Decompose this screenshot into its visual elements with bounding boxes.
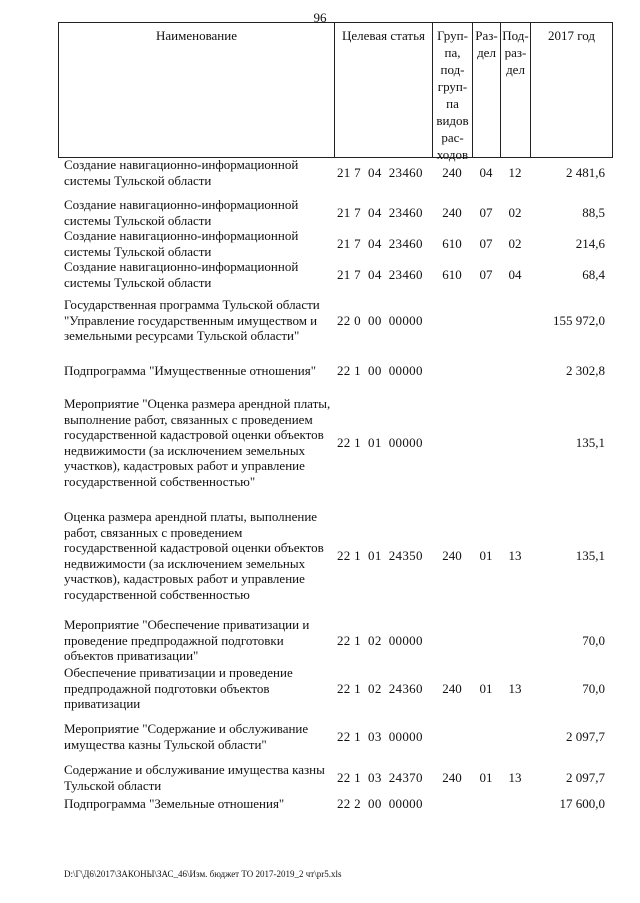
header-target-text: Целевая статья xyxy=(341,28,425,43)
header-year-text: 2017 год xyxy=(548,28,595,43)
row-razdel: 07 xyxy=(479,266,493,282)
header-name-text: Наименование xyxy=(156,28,237,43)
table-row xyxy=(0,762,640,793)
header-razdel-text: Раз- дел xyxy=(475,28,498,60)
row-podrazdel: 13 xyxy=(508,548,522,563)
row-group: 240 xyxy=(442,548,462,563)
row-name: Обеспечение приватизации и проведение предпродажной подготовки объектов приватизации xyxy=(64,665,293,711)
row-amount: 17 600,0 xyxy=(559,796,605,811)
row-target-code: 22 1 01 00000 xyxy=(337,435,423,450)
row-target-code: 22 1 01 24350 xyxy=(337,548,423,563)
header-podrazdel xyxy=(500,23,530,157)
row-group: 240 xyxy=(442,769,462,785)
row-amount: 2 097,7 xyxy=(566,728,605,744)
table-row xyxy=(0,259,640,290)
row-name: Подпрограмма "Земельные отношения" xyxy=(64,796,285,811)
header-podrazdel-text: Под- раз- дел xyxy=(502,28,529,77)
row-amount: 135,1 xyxy=(575,548,605,563)
page-number: 96 xyxy=(313,10,327,25)
row-amount: 68,4 xyxy=(582,266,605,282)
row-razdel: 01 xyxy=(479,680,493,696)
table-row xyxy=(0,228,640,259)
table-row xyxy=(0,509,640,603)
row-target-code: 22 1 03 24370 xyxy=(337,769,423,785)
row-group: 610 xyxy=(442,235,462,251)
row-razdel: 07 xyxy=(479,235,493,251)
table-row xyxy=(0,617,640,664)
row-name: Подпрограмма "Имущественные отношения" xyxy=(64,363,316,378)
row-podrazdel: 13 xyxy=(508,769,522,785)
row-name: Содержание и обслуживание имущества казны Тульской области xyxy=(64,762,325,793)
file-path-footer: D:\Г\Д6\2017\ЗАКОНЫ\ЗАС_46\Изм. бюджет ТО 2017-2019_2 чт\pr5.xls xyxy=(64,869,342,879)
table-row xyxy=(0,721,640,752)
row-group: 240 xyxy=(442,164,462,180)
row-name: Мероприятие "Оценка размера арендной платы, выполнение работ, связанных с проведением государственной кадастровой оценки объектов недвижимости (за исключением земельных участков), кадастровых работ и управление государственной собственностью" xyxy=(64,396,331,489)
header-group xyxy=(432,23,472,162)
row-razdel: 04 xyxy=(479,164,493,180)
table-row xyxy=(0,796,640,812)
row-podrazdel: 02 xyxy=(508,204,522,220)
header-name xyxy=(58,23,334,157)
row-group: 610 xyxy=(442,266,462,282)
row-target-code: 22 1 00 00000 xyxy=(337,363,423,378)
row-amount: 2 481,6 xyxy=(566,164,605,180)
row-group: 240 xyxy=(442,680,462,696)
row-target-code: 22 0 00 00000 xyxy=(337,312,423,328)
row-name: Создание навигационно-информационной системы Тульской области xyxy=(64,157,299,188)
row-amount: 214,6 xyxy=(575,235,605,251)
row-name: Создание навигационно-информационной системы Тульской области xyxy=(64,197,299,228)
table-header xyxy=(58,22,613,162)
table-row xyxy=(0,665,640,712)
table-row xyxy=(0,157,640,188)
row-razdel: 01 xyxy=(479,548,493,563)
row-name: Мероприятие "Содержание и обслуживание имущества казны Тульской области" xyxy=(64,721,309,752)
header-year xyxy=(530,23,613,157)
row-target-code: 21 7 04 23460 xyxy=(337,235,423,251)
row-razdel: 01 xyxy=(479,769,493,785)
table-row xyxy=(0,396,640,490)
row-amount: 2 097,7 xyxy=(566,769,605,785)
row-podrazdel: 13 xyxy=(508,680,522,696)
row-amount: 70,0 xyxy=(582,680,605,696)
row-target-code: 21 7 04 23460 xyxy=(337,204,423,220)
row-amount: 88,5 xyxy=(582,204,605,220)
row-target-code: 22 2 00 00000 xyxy=(337,796,423,811)
row-target-code: 21 7 04 23460 xyxy=(337,266,423,282)
row-name: Создание навигационно-информационной системы Тульской области xyxy=(64,228,299,259)
row-podrazdel: 02 xyxy=(508,235,522,251)
header-razdel xyxy=(472,23,500,157)
row-name: Оценка размера арендной платы, выполнение работ, связанных с проведением государственной кадастровой оценки объектов недвижимости (за исключением земельных участков), кадастровых работ и управление государственной собственностью xyxy=(64,509,324,602)
row-target-code: 21 7 04 23460 xyxy=(337,164,423,180)
table-row xyxy=(0,297,640,344)
row-target-code: 22 1 02 00000 xyxy=(337,632,423,648)
row-amount: 155 972,0 xyxy=(553,312,605,328)
table-row xyxy=(0,197,640,228)
header-target xyxy=(334,23,432,157)
row-razdel: 07 xyxy=(479,204,493,220)
row-amount: 70,0 xyxy=(582,632,605,648)
row-group: 240 xyxy=(442,204,462,220)
row-name: Мероприятие "Обеспечение приватизации и проведение предпродажной подготовки объектов приватизации" xyxy=(64,617,310,663)
header-group-text: Груп- па, под- груп- па видов рас- ходов xyxy=(436,28,469,162)
table-row xyxy=(0,363,640,379)
row-podrazdel: 12 xyxy=(508,164,522,180)
row-name: Создание навигационно-информационной системы Тульской области xyxy=(64,259,299,290)
row-podrazdel: 04 xyxy=(508,266,522,282)
row-name: Государственная программа Тульской области "Управление государственным имуществом и земельными ресурсами Тульской области" xyxy=(64,297,320,343)
row-target-code: 22 1 03 00000 xyxy=(337,728,423,744)
row-amount: 135,1 xyxy=(575,435,605,450)
row-amount: 2 302,8 xyxy=(566,363,605,378)
row-target-code: 22 1 02 24360 xyxy=(337,680,423,696)
